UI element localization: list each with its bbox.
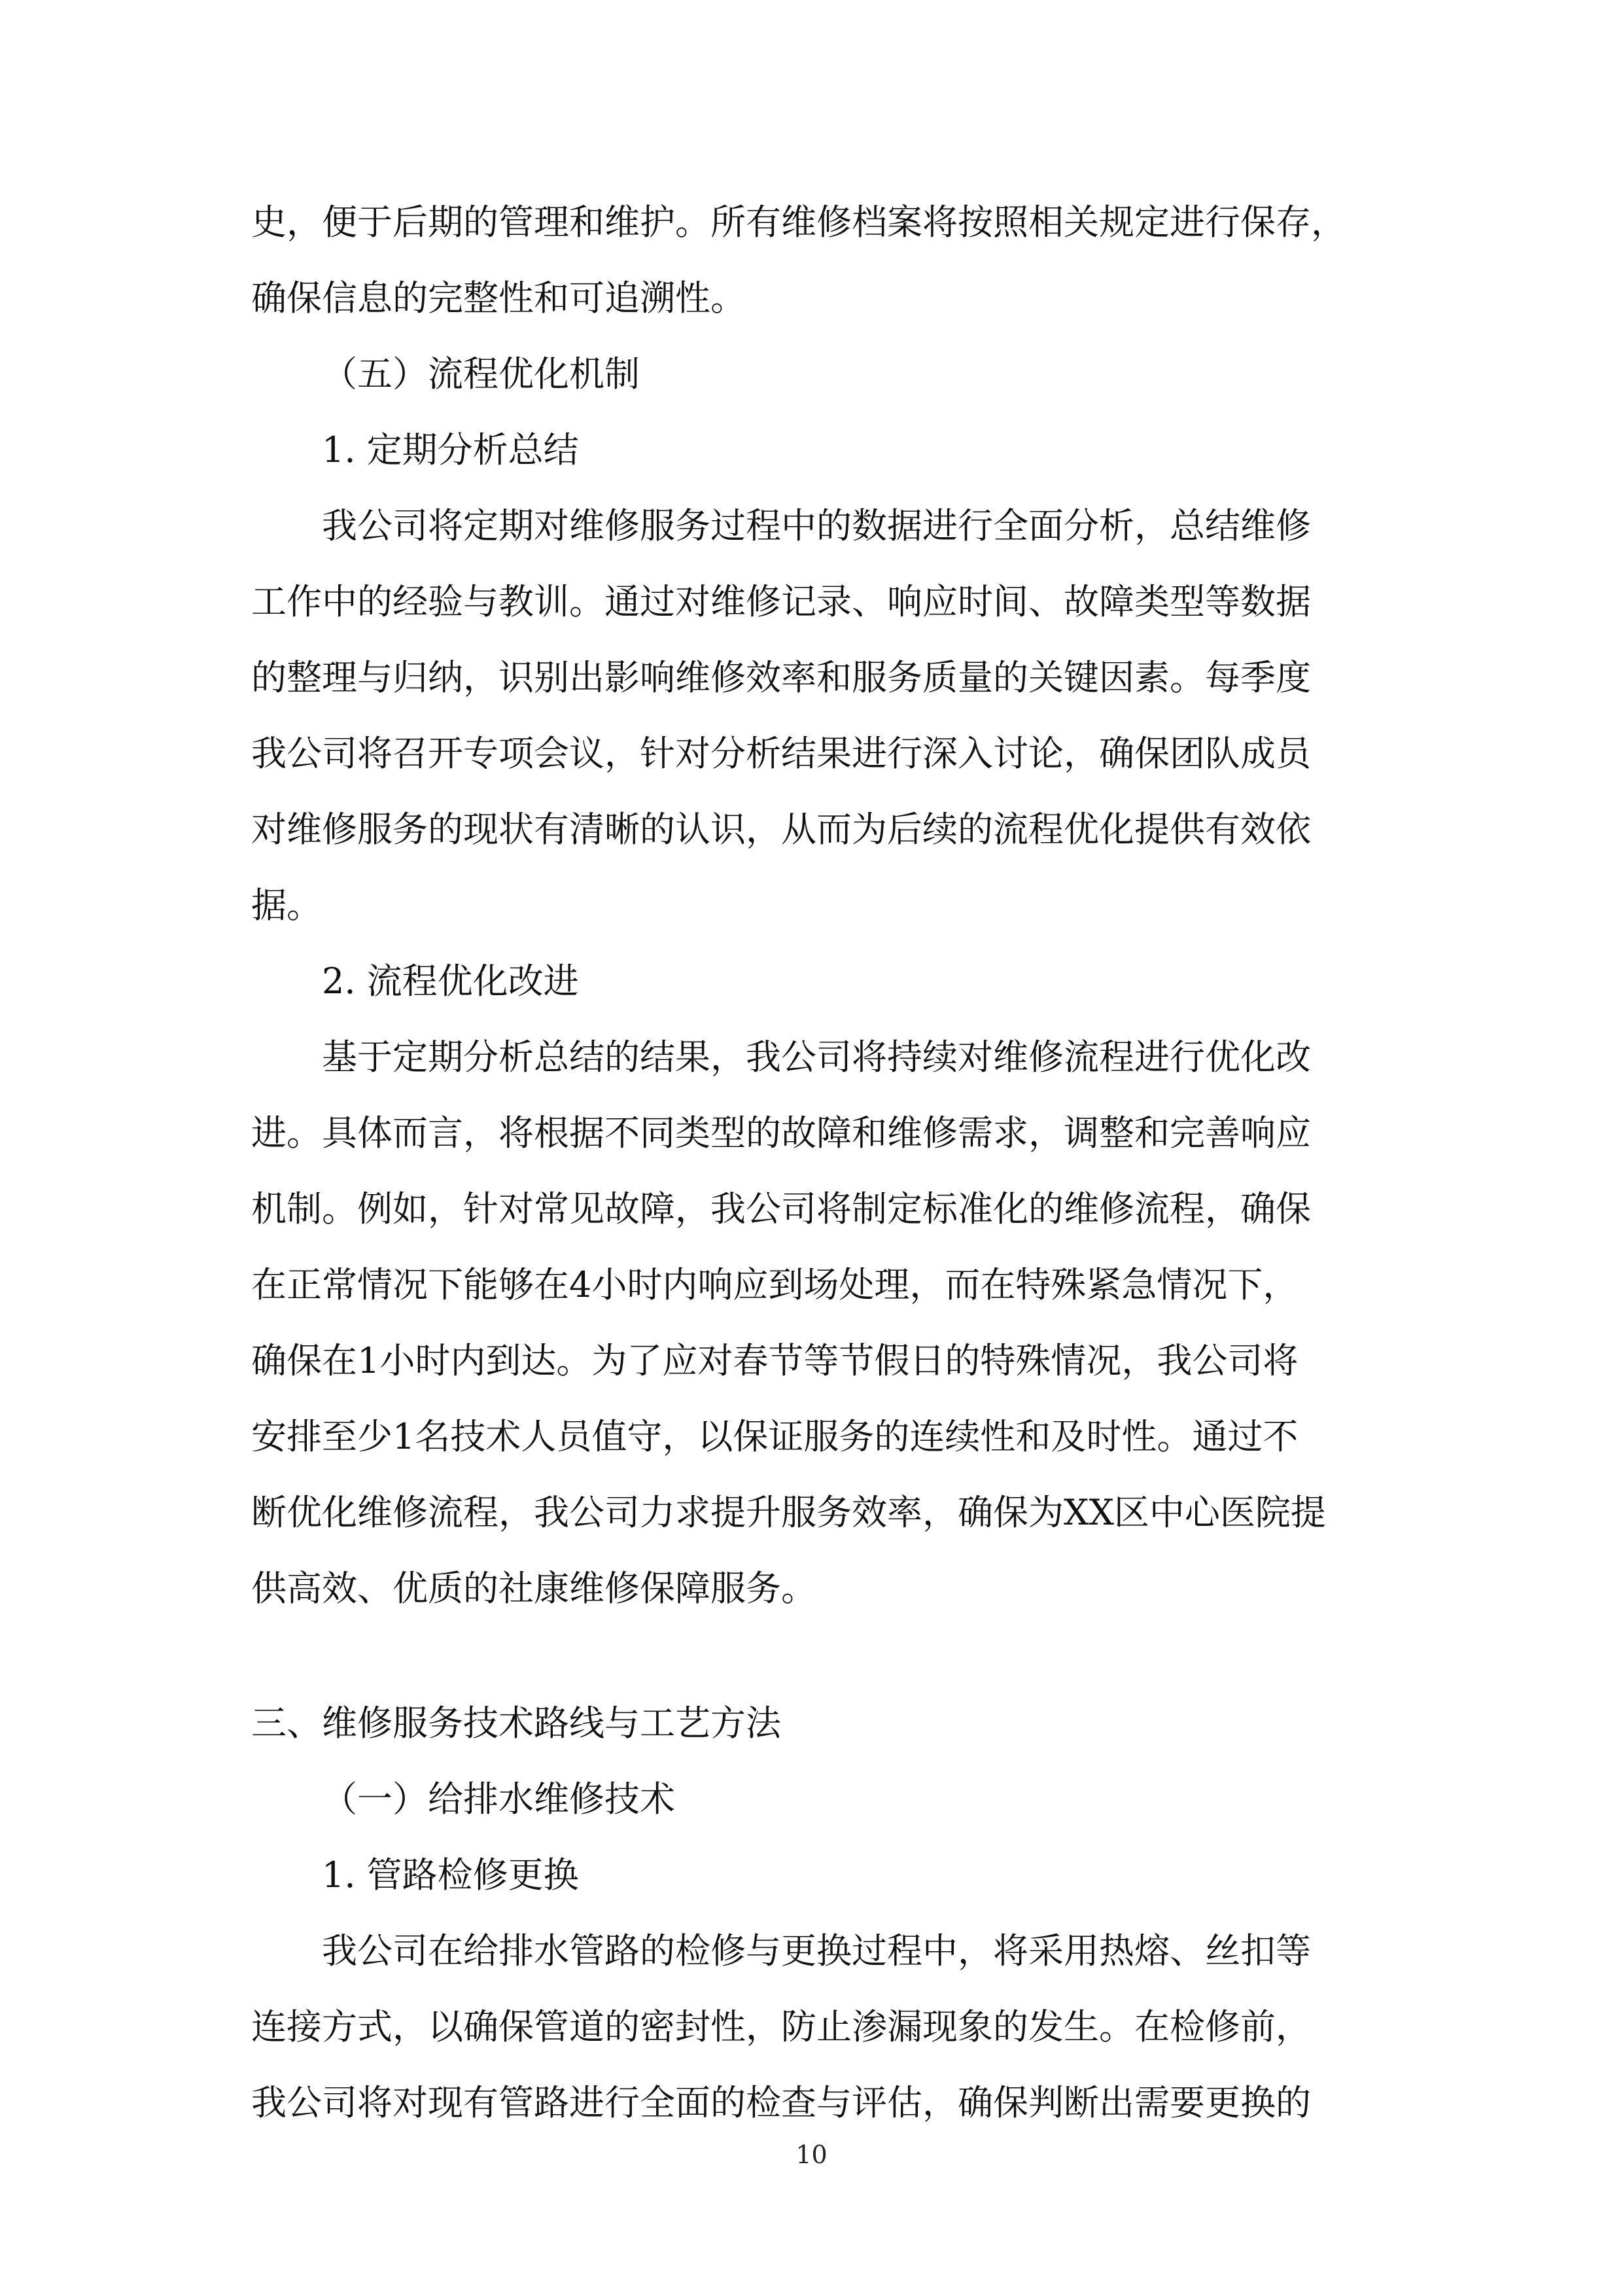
section-heading-plumbing-maintenance: （一）给排水维修技术 <box>322 1778 675 1820</box>
text-line: 我公司将定期对维修服务过程中的数据进行全面分析，总结维修 <box>322 505 1311 546</box>
text-line: 确保在1小时内到达。为了应对春节等节假日的特殊情况，我公司将 <box>251 1340 1299 1381</box>
text-line: 确保信息的完整性和可追溯性。 <box>251 277 746 319</box>
text-line: 进。具体而言，将根据不同类型的故障和维修需求，调整和完善响应 <box>251 1112 1311 1154</box>
text-line: 史，便于后期的管理和维护。所有维修档案将按照相关规定进行保存， <box>251 202 1346 243</box>
text-line: 连接方式，以确保管道的密封性，防止渗漏现象的发生。在检修前， <box>251 2006 1311 2047</box>
paragraph-continuation <box>251 185 1393 336</box>
text-line: 供高效、优质的社康维修保障服务。 <box>251 1568 816 1609</box>
text-line: 基于定期分析总结的结果，我公司将持续对维修流程进行优化改 <box>322 1036 1311 1078</box>
text-line: 据。 <box>251 885 322 926</box>
text-line: 我公司将召开专项会议，针对分析结果进行深入讨论，确保团队成员 <box>251 733 1311 774</box>
chapter-heading-technical-route: 三、维修服务技术路线与工艺方法 <box>251 1703 781 1744</box>
text-line: 工作中的经验与教训。通过对维修记录、响应时间、故障类型等数据 <box>251 581 1311 622</box>
text-line: 对维修服务的现状有清晰的认识，从而为后续的流程优化提供有效依 <box>251 809 1311 850</box>
text-line: 机制。例如，针对常见故障，我公司将制定标准化的维修流程，确保 <box>251 1188 1311 1229</box>
document-body <box>251 185 1393 2141</box>
section-heading-process-optimization: （五）流程优化机制 <box>322 353 640 395</box>
subsection-heading-periodic-analysis: 1. 定期分析总结 <box>322 429 579 470</box>
subsection-heading-process-improvement: 2. 流程优化改进 <box>322 961 579 1002</box>
text-line: 断优化维修流程，我公司力求提升服务效率，确保为XX区中心医院提 <box>251 1492 1326 1533</box>
text-line: 我公司将对现有管路进行全面的检查与评估，确保判断出需要更换的 <box>251 2082 1311 2123</box>
paragraph-pipe-repair <box>251 1913 1393 2141</box>
paragraph-periodic-analysis <box>251 488 1393 944</box>
subsection-heading-pipe-repair: 1. 管路检修更换 <box>322 1854 579 1896</box>
paragraph-process-improvement <box>251 1019 1393 1627</box>
text-line: 安排至少1名技术人员值守，以保证服务的连续性和及时性。通过不 <box>251 1416 1299 1457</box>
text-line: 我公司在给排水管路的检修与更换过程中，将采用热熔、丝扣等 <box>322 1930 1311 1971</box>
page-number: 10 <box>795 2140 828 2169</box>
section-gap <box>251 1627 1393 1686</box>
text-line: 的整理与归纳，识别出影响维修效率和服务质量的关键因素。每季度 <box>251 657 1311 698</box>
text-line: 在正常情况下能够在4小时内响应到场处理，而在特殊紧急情况下， <box>251 1264 1299 1305</box>
